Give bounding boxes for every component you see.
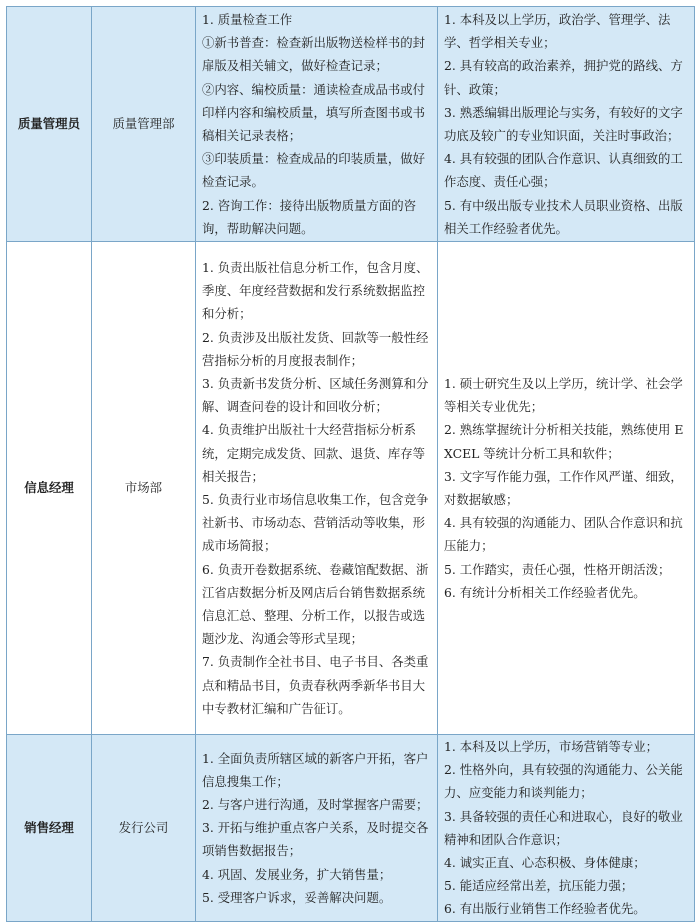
duty-item: 2. 咨询工作：接待出版物质量方面的咨询，帮助解决问题。 — [202, 197, 417, 236]
requirements-cell — [438, 7, 695, 242]
duties-cell — [196, 242, 438, 735]
job-row-info-manager — [7, 242, 695, 735]
duty-item: 7. 负责制作全社书目、电子书目、各类重点和精品书目，负责春秋两季新华书目大中专教材汇编和广告征订。 — [202, 654, 429, 716]
requirement-item: 3. 具备较强的责任心和进取心，良好的敬业精神和团队合作意识； — [444, 808, 683, 847]
requirement-item: 2. 熟练掌握统计分析相关技能，熟练使用 EXCEL 等统计分析工具和软件； — [444, 422, 684, 461]
requirement-item: 6. 有统计分析相关工作经验者优先。 — [444, 584, 646, 600]
department: 发行公司 — [92, 735, 196, 922]
duty-item: 5. 负责行业市场信息收集工作，包含竞争社新书、市场动态、营销活动等收集，形成市场简报； — [202, 492, 429, 554]
duty-item: 2. 负责涉及出版社发货、回款等一般性经营指标分析的月度报表制作； — [202, 329, 429, 368]
duty-item: ①新书普查：检查新出版物送检样书的封扉版及相关辅文，做好检查记录； — [202, 35, 426, 74]
requirement-item: 3. 熟悉编辑出版理论与实务，有较好的文字功底及较广的专业知识面，关注时事政治； — [444, 104, 683, 143]
job-row-quality-manager — [7, 7, 695, 242]
duty-item: ③印装质量：检查成品的印装质量，做好检查记录。 — [202, 151, 426, 190]
job-table — [6, 6, 695, 922]
duty-item: 1. 负责出版社信息分析工作，包含月度、季度、年度经营数据和发行系统数据监控和分析； — [202, 259, 429, 322]
requirements-cell — [438, 735, 695, 922]
duty-item: 1. 质量检查工作 — [202, 11, 293, 27]
requirement-item: 1. 本科及以上学历，政治学、管理学、法学、哲学相关专业； — [444, 11, 671, 51]
duty-item: 5. 受理客户诉求，妥善解决问题。 — [202, 889, 392, 905]
duty-item: 1. 全面负责所辖区域的新客户开拓，客户信息搜集工作； — [202, 750, 429, 789]
requirement-item: 2. 具有较高的政治素养，拥护党的路线、方针、政策； — [444, 58, 683, 97]
department: 质量管理部 — [92, 7, 196, 242]
duty-item: ②内容、编校质量：通读检查成品书或付印样内容和编校质量，填写所查图书或书稿相关记录表格； — [202, 81, 426, 143]
requirement-item: 6. 有出版行业销售工作经验者优先。 — [444, 901, 646, 917]
requirement-item: 1. 本科及以上学历，市场营销等专业； — [444, 739, 659, 754]
department: 市场部 — [92, 242, 196, 735]
requirement-item: 4. 诚实正直、心态积极、身体健康； — [444, 855, 646, 871]
requirement-item: 3. 文字写作能力强，工作作风严谨、细致，对数据敏感； — [444, 468, 683, 507]
requirement-item: 5. 工作踏实，责任心强，性格开朗活泼； — [444, 561, 671, 577]
duty-item: 3. 负责新书发货分析、区域任务测算和分解、调查问卷的设计和回收分析； — [202, 375, 429, 415]
duty-item: 6. 负责开卷数据系统、卷藏馆配数据、浙江省店数据分析及网店后台销售数据系统信息汇总、整理、分析工作，以报告或选题沙龙、沟通会等形式呈现； — [202, 561, 429, 647]
requirement-item: 1. 硕士研究生及以上学历，统计学、社会学等相关专业优先； — [444, 375, 683, 415]
job-title: 销售经理 — [7, 735, 92, 922]
requirement-item: 5. 有中级出版专业技术人员职业资格、出版相关工作经验者优先。 — [444, 197, 683, 236]
job-row-sales-manager — [7, 735, 695, 922]
duty-item: 2. 与客户进行沟通，及时掌握客户需要； — [202, 797, 429, 812]
requirement-item: 4. 具有较强的团队合作意识、认真细致的工作态度、责任心强； — [444, 151, 683, 190]
duties-cell — [196, 7, 438, 242]
job-title: 质量管理员 — [7, 7, 92, 242]
duty-item: 4. 负责维护出版社十大经营指标分析系统，定期完成发货、回款、退货、库存等相关报告； — [202, 422, 426, 484]
requirement-item: 5. 能适应经常出差，抗压能力强； — [444, 878, 634, 894]
requirement-item: 4. 具有较强的沟通能力、团队合作意识和抗压能力； — [444, 515, 683, 554]
duty-item: 4. 巩固、发展业务，扩大销售量； — [202, 866, 392, 882]
duties-cell — [196, 735, 438, 922]
job-title: 信息经理 — [7, 242, 92, 735]
requirements-cell — [438, 242, 695, 735]
requirement-item: 2. 性格外向，具有较强的沟通能力、公关能力、应变能力和谈判能力； — [444, 762, 683, 801]
duty-item: 3. 开拓与维护重点客户关系，及时提交各项销售数据报告； — [202, 820, 429, 859]
